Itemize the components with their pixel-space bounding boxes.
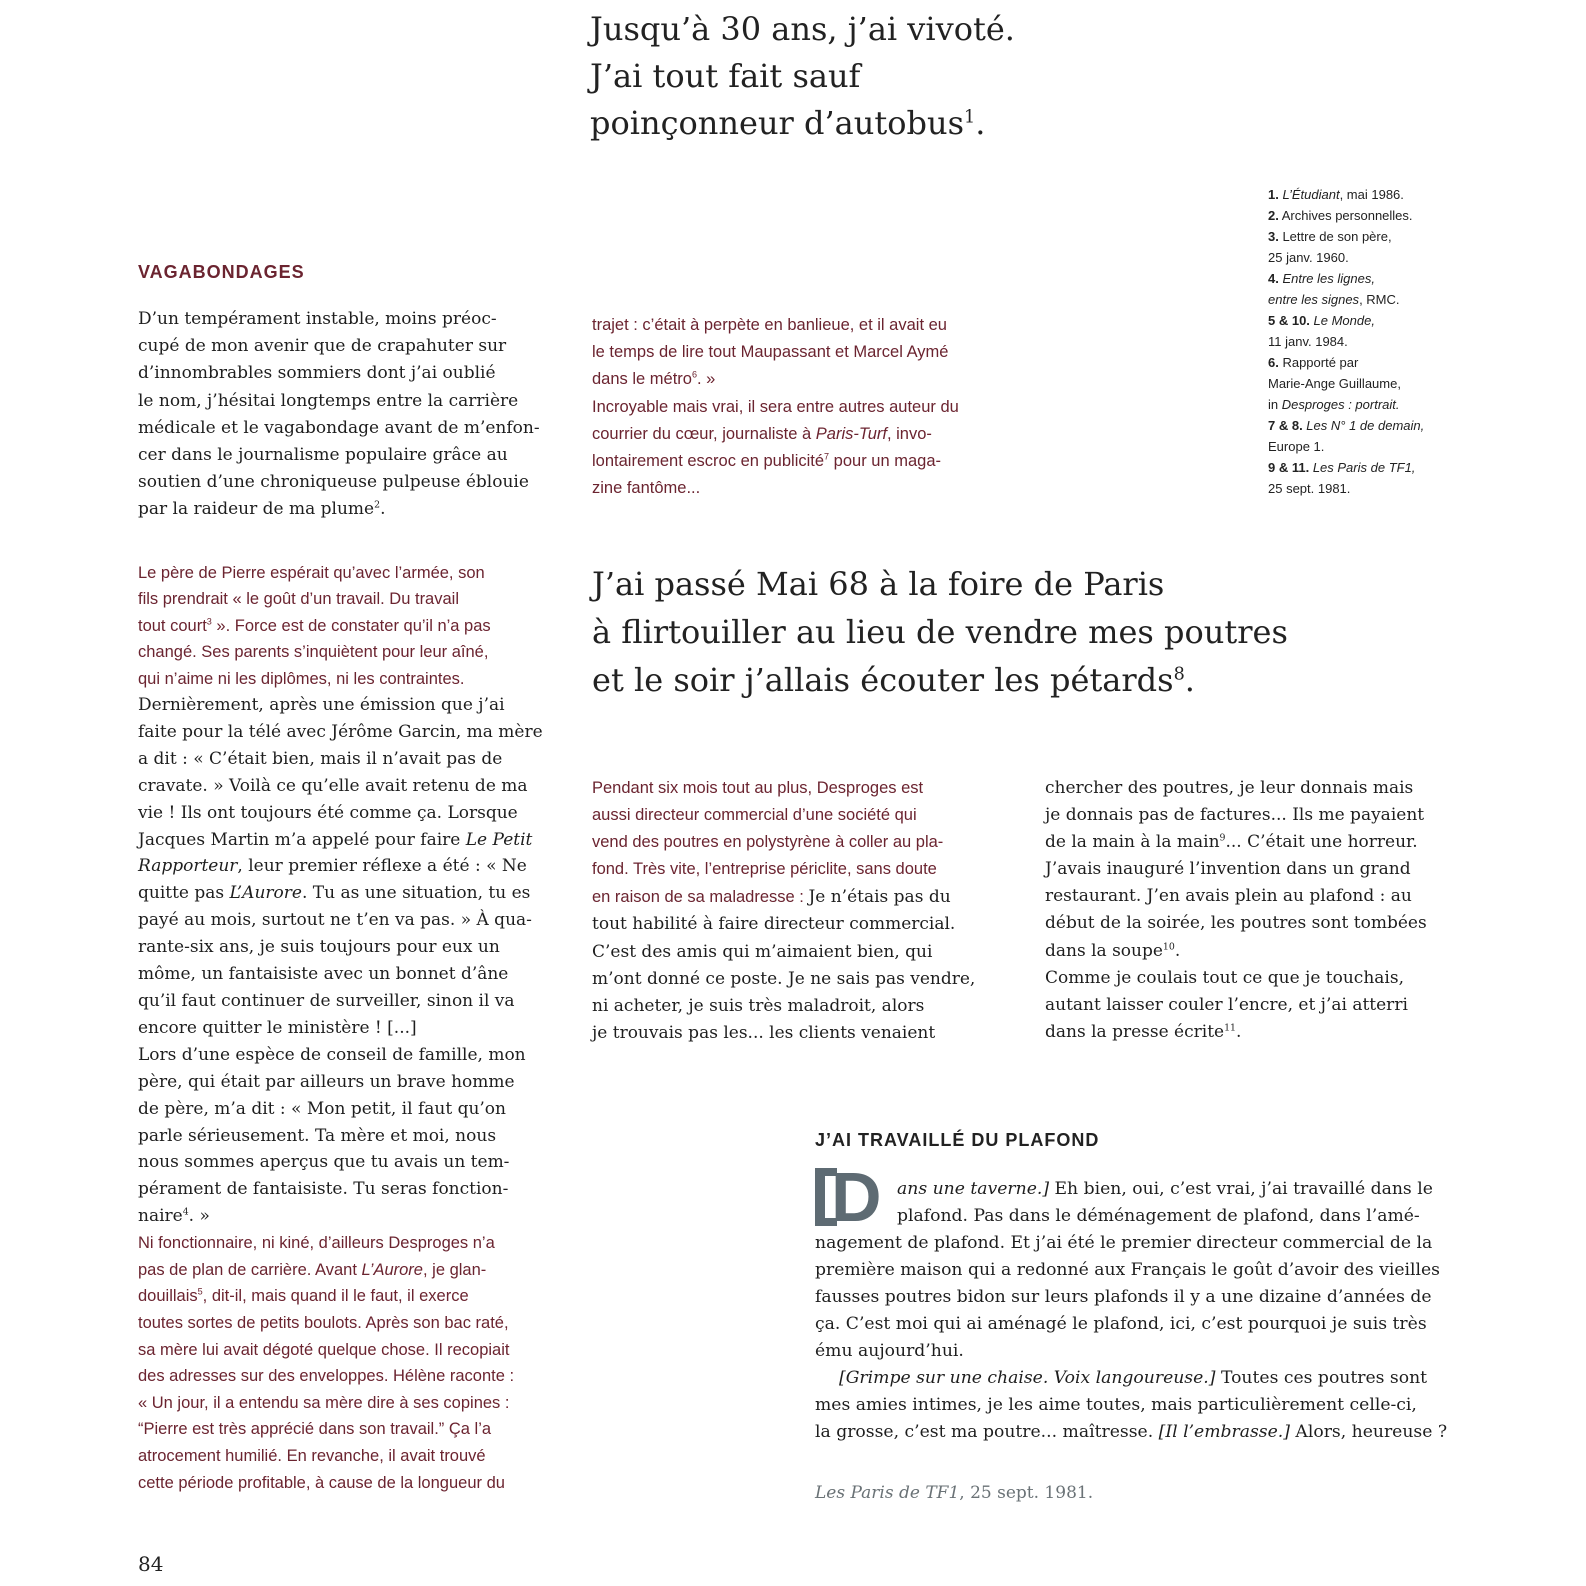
paragraph-line: plafond. Pas dans le déménagement de plafond, dans l’amé- [897, 1206, 1420, 1226]
footnote: 1. L’Étudiant, mai 1986. [1268, 187, 1404, 202]
paragraph-line: première maison qui a redonné aux Français le goût d’avoir des vieilles [815, 1260, 1440, 1280]
footnote: in Desproges : portrait. [1268, 397, 1400, 412]
paragraph-commentary: Le père de Pierre espérait qu’avec l’armée, son fils prendrait « le goût d’un travail. Du travail tout court$^3$ ». Force est de constater qu’il n’a pas changé. Ses parents s’inquiètent pour leur aîné, qui n’aime ni les diplômes, ni les contraintes. [138, 564, 491, 688]
section-heading: J’AI TRAVAILLÉ DU PLAFOND [815, 1130, 1100, 1150]
footnote-ref: 7 [824, 451, 830, 462]
footnote: 5 & 10. Le Monde, [1268, 313, 1375, 328]
quote-line: poinçonneur d’autobus$^1$. [590, 104, 986, 142]
footnote: Marie-Ange Guillaume, [1268, 376, 1401, 391]
footnote: 25 sept. 1981. [1268, 481, 1351, 496]
paragraph-line: la grosse, c’est ma poutre... maîtresse. [Il l’embrasse.] Alors, heureuse ? [815, 1422, 1448, 1442]
footnote-ref: 2 [374, 499, 381, 511]
footnotes [1268, 184, 1424, 499]
footnote-ref: 10 [1162, 940, 1175, 952]
footnote-ref: 9 [1219, 832, 1226, 844]
footnote: 11 janv. 1984. [1268, 334, 1348, 349]
paragraph-line: ému aujourd’hui. [815, 1341, 964, 1361]
footnote-ref: 4 [182, 1206, 189, 1218]
paragraph-line: mes amies intimes, je les aime toutes, mais particulièrement celle-ci, [815, 1395, 1417, 1415]
drop-cap-letter: D [831, 1158, 882, 1236]
lower-column-2 [1045, 775, 1427, 1046]
pull-quote-top [590, 6, 1015, 147]
source-citation: Les Paris de TF1, 25 sept. 1981. [815, 1483, 1094, 1503]
footnote-ref: 6 [691, 369, 698, 380]
footnote: entre les signes, RMC. [1268, 292, 1400, 307]
pull-quote-middle [592, 560, 1288, 704]
quote-line: J’ai tout fait sauf [590, 57, 861, 95]
footnote-ref: 8 [1173, 664, 1185, 685]
paragraph: Pendant six mois tout au plus, Desproges est aussi directeur commercial d’une société qui vend des poutres en polystyrène à coller au pla- fond. Très vite, l’entreprise périclite, sans doute en raison de sa maladresse : Je n’étais pas du tout habilité à faire directeur commercial. C’est des amis qui m’aimaient bien, qui m’ont donné ce poste. Je ne sais pas vendre, ni acheter, je suis très maladroit, alors je trouvais pas les... les clients venaient [592, 779, 976, 1043]
quote-line: Jusqu’à 30 ans, j’ai vivoté. [590, 10, 1015, 48]
quote-line: J’ai passé Mai 68 à la foire de Paris [592, 565, 1165, 603]
plafond-text [815, 1176, 1455, 1446]
paragraph-commentary: trajet : c’était à perpète en banlieue, et il avait eu le temps de lire tout Maupassant et Marcel Aymé dans le métro$^6$. » Incroyable mais vrai, il sera entre autres auteur du courrier du cœur, journaliste à Paris-Turf, invo- lontairement escroc en publicité$^7$ pour un maga- zine fantôme... [592, 316, 959, 498]
paragraph: Dernièrement, après une émission que j’ai faite pour la télé avec Jérôme Garcin, ma mère a dit : « C’était bien, mais il n’avait pas de cravate. » Voilà ce qu’elle avait retenu de ma vie ! Ils ont toujours été comme ça. Lorsque Jacques Martin m’a appelé pour faire Le Petit Rapporteur, leur premier réflexe a été : « Ne quitte pas L’Aurore. Tu as une situation, tu es payé au mois, surtout ne t’en va pas. » À qua- rante-six ans, je suis toujours pour eux un môme, un fantaisiste avec un bonnet d’âne qu’il faut continuer de surveiller, sinon il va encore quitter le ministère ! [...] Lors d’une espèce de conseil de famille, mon père, qui était par ailleurs un brave homme de père, m’a dit : « Mon petit, il faut qu’on parle sérieusement. Ta mère et moi, nous nous sommes aperçus que tu avais un tem- pérament de fantaisiste. Tu seras fonction- naire$^4$. » [138, 695, 543, 1227]
footnote: Europe 1. [1268, 439, 1325, 454]
footnote: 9 & 11. Les Paris de TF1, [1268, 460, 1416, 475]
quote-line: à flirtouiller au lieu de vendre mes poutres [592, 613, 1288, 651]
paragraph-line: fausses poutres bidon sur leurs plafonds il y a une dizaine d’années de [815, 1287, 1432, 1307]
section-heading: VAGABONDAGES [138, 262, 305, 282]
footnote-ref: 1 [964, 107, 976, 128]
quote-line: et le soir j’allais écouter les pétards$^8$. [592, 661, 1195, 699]
paragraph: D’un tempérament instable, moins préoc- cupé de mon avenir que de crapahuter sur d’innombrables sommiers dont j’ai oublié le nom, j’hésitai longtemps entre la carrière médicale et le vagabondage avant de m’enfon- cer dans le journalisme populaire grâce au soutien d’une chroniqueuse pulpeuse éblouie par la raideur de ma plume$^2$. [138, 309, 540, 520]
middle-column [592, 312, 959, 502]
paragraph-line: ans une taverne.] Eh bien, oui, c’est vrai, j’ai travaillé dans le [897, 1179, 1433, 1199]
page-number: 84 [138, 1552, 164, 1576]
footnote: 3. Lettre de son père, [1268, 229, 1392, 244]
paragraph-line: [Grimpe sur une chaise. Voix langoureuse.] Toutes ces poutres sont [839, 1368, 1428, 1388]
footnote-ref: 3 [206, 616, 212, 627]
left-column [138, 306, 540, 524]
footnote: 4. Entre les lignes, [1268, 271, 1375, 286]
footnote: 7 & 8. Les N° 1 de demain, [1268, 418, 1425, 433]
footnote-ref: 5 [197, 1286, 203, 1297]
footnote-ref: 11 [1224, 1022, 1236, 1034]
paragraph: chercher des poutres, je leur donnais mais je donnais pas de factures... Ils me payaient de la main à la main$^9$... C’était une horreur. J’avais inauguré l’invention dans un grand restaurant. J’en avais plein au plafond : au début de la soirée, les poutres sont tombées dans la soupe$^{10}$. Comme je coulais tout ce que je touchais, autant laisser couler l’encre, et j’ai atterri dans la presse écrite$^{11}$. [1045, 778, 1427, 1042]
paragraph-line: nagement de plafond. Et j’ai été le premier directeur commercial de la [815, 1233, 1433, 1253]
paragraph-line: ça. C’est moi qui ai aménagé le plafond, ici, c’est pourquoi je suis très [815, 1314, 1427, 1334]
footnote: 6. Rapporté par [1268, 355, 1359, 370]
paragraph-commentary: Ni fonctionnaire, ni kiné, d’ailleurs Desproges n’a pas de plan de carrière. Avant L’Aurore, je glan- douillais$^5$, dit-il, mais quand il le faut, il exerce toutes sortes de petits boulots. Après son bac raté, sa mère lui avait dégoté quelque chose. Il recopiait des adresses sur des enveloppes. Hélène raconte : « Un jour, il a entendu sa mère dire à ses copines : “Pierre est très apprécié dans son travail.” Ça l’a atrocement humilié. En revanche, il avait trouvé cette période profitable, à cause de la longueur du [138, 1234, 515, 1492]
lower-column-1 [592, 775, 975, 1047]
footnote: 2. Archives personnelles. [1268, 208, 1413, 223]
footnote: 25 janv. 1960. [1268, 250, 1349, 265]
left-column-lower [138, 560, 543, 1496]
